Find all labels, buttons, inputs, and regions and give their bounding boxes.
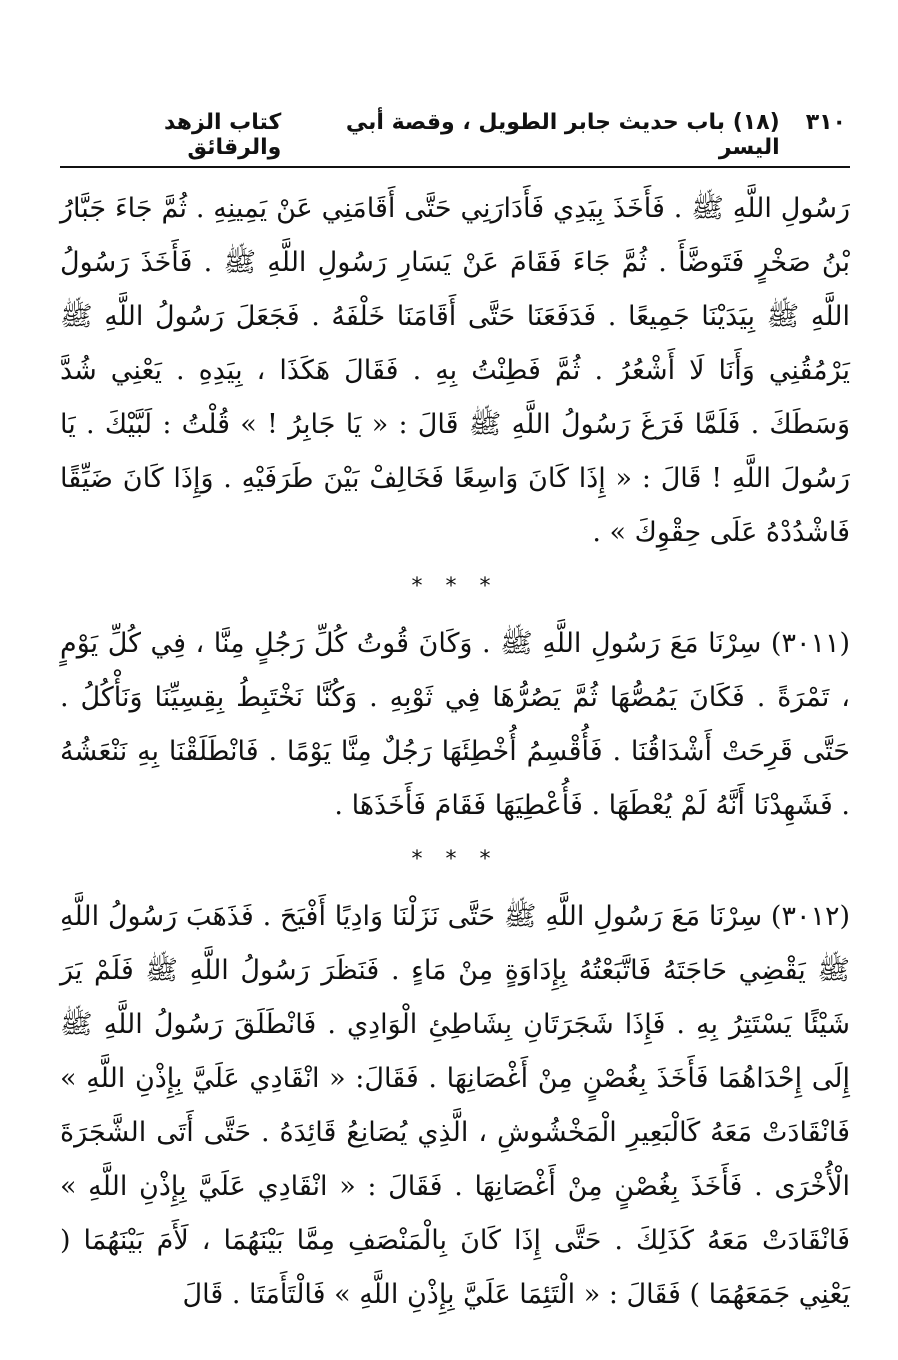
header-rule xyxy=(60,166,850,168)
paragraph-continuation: رَسُولِ اللَّهِ ﷺ . فَأَخَذَ بِيَدِي فَأَدَارَنِي حَتَّى أَقَامَنِي عَنْ يَمِينِهِ . ثُمَّ جَاءَ جَبَّارُ بْنُ صَخْرٍ فَتَوضَّأَ . ثُمَّ جَاءَ فَقَامَ عَنْ يَسَارِ رَسُولِ اللَّهِ ﷺ . فَأَخَذَ رَسُولُ اللَّهِ ﷺ بِيَدَيْنَا جَمِيعًا . فَدَفَعَنَا حَتَّى أَقَامَنَا خَلْفَهُ . فَجَعَلَ رَسُولُ اللَّهِ ﷺ يَرْمُقُنِي وَأَنَا لَا أَشْعُرُ . ثُمَّ فَطِنْتُ بِهِ . فَقَالَ هَكَذَا ، بِيَدِهِ . يَعْنِي شُدَّ وَسَطَكَ . فَلَمَّا فَرَغَ رَسُولُ اللَّهِ ﷺ قَالَ : « يَا جَابِرُ ! » قُلْتُ : لَبَّيْكَ . يَا رَسُولَ اللَّهِ ! قَالَ : « إِذَا كَانَ وَاسِعًا فَخَالِفْ بَيْنَ طَرَفَيْهِ . وَإِذَا كَانَ ضَيِّقًا فَاشْدُدْهُ عَلَى حِقْوِكَ » . xyxy=(60,193,850,548)
section-separator: * * * xyxy=(411,574,499,599)
running-header xyxy=(60,110,850,166)
book-title: كتاب الزهد والرقائق xyxy=(164,110,282,160)
document-page xyxy=(60,110,850,1322)
header-right-group xyxy=(281,110,846,160)
chapter-title: (١٨) باب حديث جابر الطويل ، وقصة أبي اليسر xyxy=(345,110,780,160)
page-number: ٣١٠ xyxy=(805,110,846,135)
paragraph-hadith-3012: (٣٠١٢) سِرْنَا مَعَ رَسُولِ اللَّهِ ﷺ حَتَّى نَزَلْنَا وَادِيًا أَفْيَحَ . فَذَهَبَ رَسُولُ اللَّهِ ﷺ يَقْضِي حَاجَتَهُ فَاتَّبَعْتُهُ بِإِدَاوَةٍ مِنْ مَاءٍ . فَنَظَرَ رَسُولُ اللَّهِ ﷺ فَلَمْ يَرَ شَيْئًا يَسْتَتِرُ بِهِ . فَإِذَا شَجَرَتَانِ بِشَاطِئِ الْوَادِي . فَانْطَلَقَ رَسُولُ اللَّهِ ﷺ إِلَى إِحْدَاهُمَا فَأَخَذَ بِغُصْنٍ مِنْ أَغْصَانِهَا . فَقَالَ: « انْقَادِي عَلَيَّ بِإِذْنِ اللَّهِ » فَانْقَادَتْ مَعَهُ كَالْبَعِيرِ الْمَخْشُوشِ ، الَّذِي يُصَانِعُ قَائِدَهُ . حَتَّى أَتَى الشَّجَرَةَ الْأُخْرَى . فَأَخَذَ بِغُصْنٍ مِنْ أَغْصَانِهَا . فَقَالَ : « انْقَادِي عَلَيَّ بِإِذْنِ اللَّهِ » فَانْقَادَتْ مَعَهُ كَذَلِكَ . حَتَّى إِذَا كَانَ بِالْمَنْصَفِ مِمَّا بَيْنَهُمَا ، لَأَمَ بَيْنَهُمَا ( يَعْنِي جَمَعَهُمَا ) فَقَالَ : « الْتَئِمَا عَلَيَّ بِإِذْنِ اللَّهِ » فَالْتَأَمَتَا . قَالَ xyxy=(60,901,850,1310)
paragraph-hadith-3011: (٣٠١١) سِرْنَا مَعَ رَسُولِ اللَّهِ ﷺ . وَكَانَ قُوتُ كُلِّ رَجُلٍ مِنَّا ، فِي كُلِّ يَوْمٍ ، تَمْرَةً . فَكَانَ يَمُصُّهَا ثُمَّ يَصُرُّهَا فِي ثَوْبِهِ . وَكُنَّا نَخْتَبِطُ بِقِسِيِّنَا وَنَأْكُلُ . حَتَّى قَرِحَتْ أَشْدَاقُنَا . فَأُقْسِمُ أُخْطِئَهَا رَجُلٌ مِنَّا يَوْمًا . فَانْطَلَقْنَا بِهِ نَنْعَشُهُ . فَشَهِدْنَا أَنَّهُ لَمْ يُعْطَهَا . فَأُعْطِيَهَا فَقَامَ فَأَخَذَهَا . xyxy=(60,628,850,821)
section-separator: * * * xyxy=(411,847,499,872)
